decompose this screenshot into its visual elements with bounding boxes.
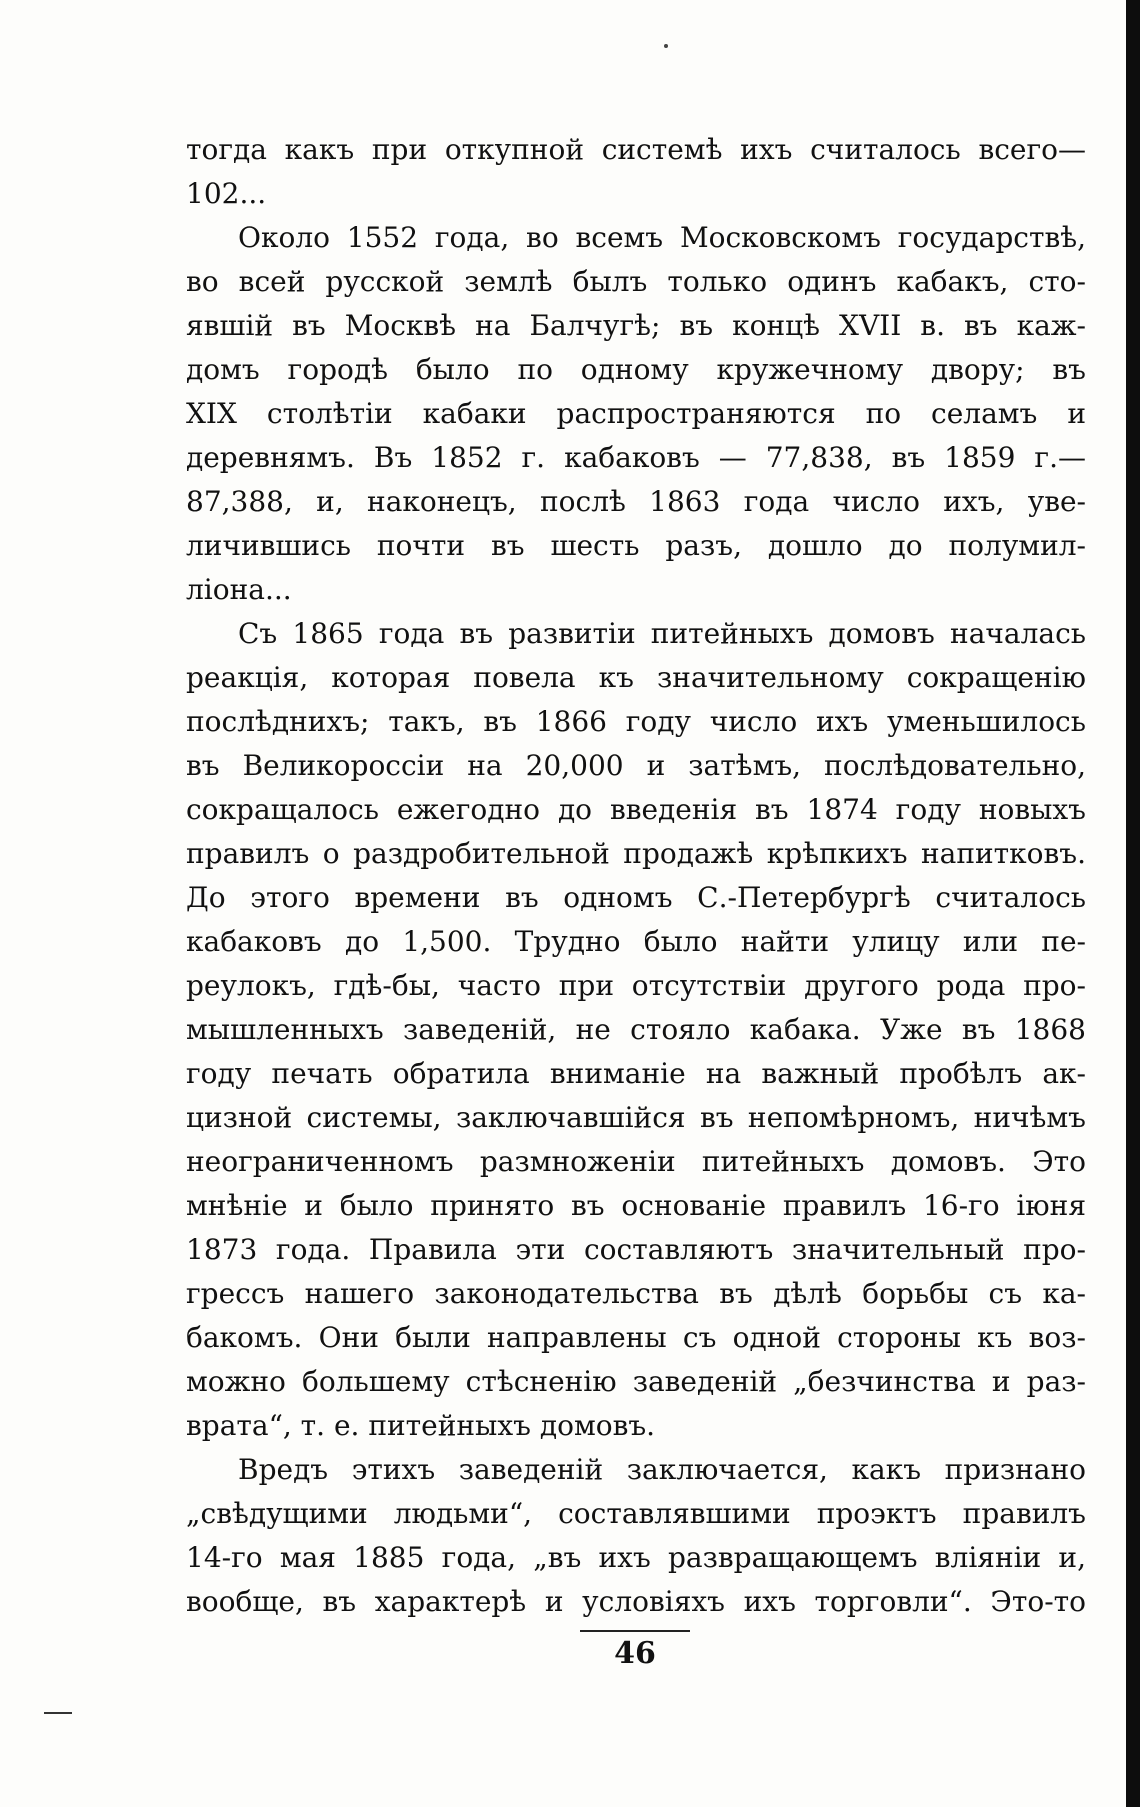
text-line: цизной системы, заключавшійся въ непомѣрномъ, ничѣмъ	[186, 1101, 1086, 1134]
page-number: 46	[614, 1636, 656, 1671]
margin-mark	[44, 1712, 72, 1714]
text-line: вообще, въ характерѣ и условіяхъ ихъ торговли“. Это-то	[186, 1585, 1086, 1618]
text-line: личившись почти въ шесть разъ, дошло до полумил-	[186, 529, 1086, 562]
text-line: кабаковъ до 1,500. Трудно было найти улицу или пе-	[186, 925, 1086, 958]
text-line: неограниченномъ размноженіи питейныхъ домовъ. Это	[186, 1145, 1086, 1178]
text-line: мнѣніе и было принято въ основаніе правилъ 16-го іюня	[186, 1189, 1086, 1222]
paragraph-first-line: Около 1552 года, во всемъ Московскомъ государствѣ,	[238, 221, 1086, 254]
text-line: въ Великороссіи на 20,000 и затѣмъ, послѣдовательно,	[186, 749, 1086, 782]
text-line: можно большему стѣсненію заведеній „безчинства и раз-	[186, 1365, 1086, 1398]
page-body-text	[186, 128, 1086, 1624]
text-line: реулокъ, гдѣ-бы, часто при отсутствіи другого рода про-	[186, 969, 1086, 1002]
text-line: тогда какъ при откупной системѣ ихъ считалось всего—	[186, 133, 1086, 166]
text-line: 1873 года. Правила эти составляютъ значительный про-	[186, 1233, 1086, 1266]
text-line: году печать обратила вниманіе на важный пробѣлъ ак-	[186, 1057, 1086, 1090]
text-line: врата“, т. е. питейныхъ домовъ.	[186, 1409, 656, 1442]
text-line: сокращалось ежегодно до введенія въ 1874 году новыхъ	[186, 793, 1086, 826]
text-line: во всей русской землѣ былъ только одинъ кабакъ, сто-	[186, 265, 1086, 298]
text-line: 87,388, и, наконецъ, послѣ 1863 года число ихъ, уве-	[186, 485, 1086, 518]
text-line: правилъ о раздробительной продажѣ крѣпкихъ напитковъ.	[186, 837, 1086, 870]
page-footer	[580, 1630, 690, 1672]
text-line: послѣднихъ; такъ, въ 1866 году число ихъ уменьшилось	[186, 705, 1086, 738]
text-line: До этого времени въ одномъ С.-Петербургѣ считалось	[186, 881, 1086, 914]
paragraph-first-line: Съ 1865 года въ развитіи питейныхъ домовъ началась	[238, 617, 1086, 650]
text-line: „свѣдущими людьми“, составлявшими проэктъ правилъ	[186, 1497, 1086, 1530]
text-line: явшій въ Москвѣ на Балчугѣ; въ концѣ XVII в. въ каж-	[186, 309, 1086, 342]
text-line: ліона...	[186, 573, 292, 606]
text-line: мышленныхъ заведеній, не стояло кабака. Уже въ 1868	[186, 1013, 1086, 1046]
text-line: грессъ нашего законодательства въ дѣлѣ борьбы съ ка-	[186, 1277, 1086, 1310]
text-line: реакція, которая повела къ значительному сокращенію	[186, 661, 1086, 694]
scan-page-edge	[1126, 0, 1140, 1807]
text-line: 102...	[186, 177, 267, 210]
text-line: 14-го мая 1885 года, „въ ихъ развращающемъ вліяніи и,	[186, 1541, 1086, 1574]
text-line: деревнямъ. Въ 1852 г. кабаковъ — 77,838, въ 1859 г.—	[186, 441, 1086, 474]
footer-rule	[580, 1630, 690, 1632]
text-line: бакомъ. Они были направлены съ одной стороны къ воз-	[186, 1321, 1086, 1354]
scan-speck	[664, 44, 668, 48]
text-line: XIX столѣтіи кабаки распространяются по селамъ и	[186, 397, 1086, 430]
text-line: домъ городѣ было по одному кружечному двору; въ	[186, 353, 1086, 386]
paragraph-first-line: Вредъ этихъ заведеній заключается, какъ признано	[238, 1453, 1086, 1486]
